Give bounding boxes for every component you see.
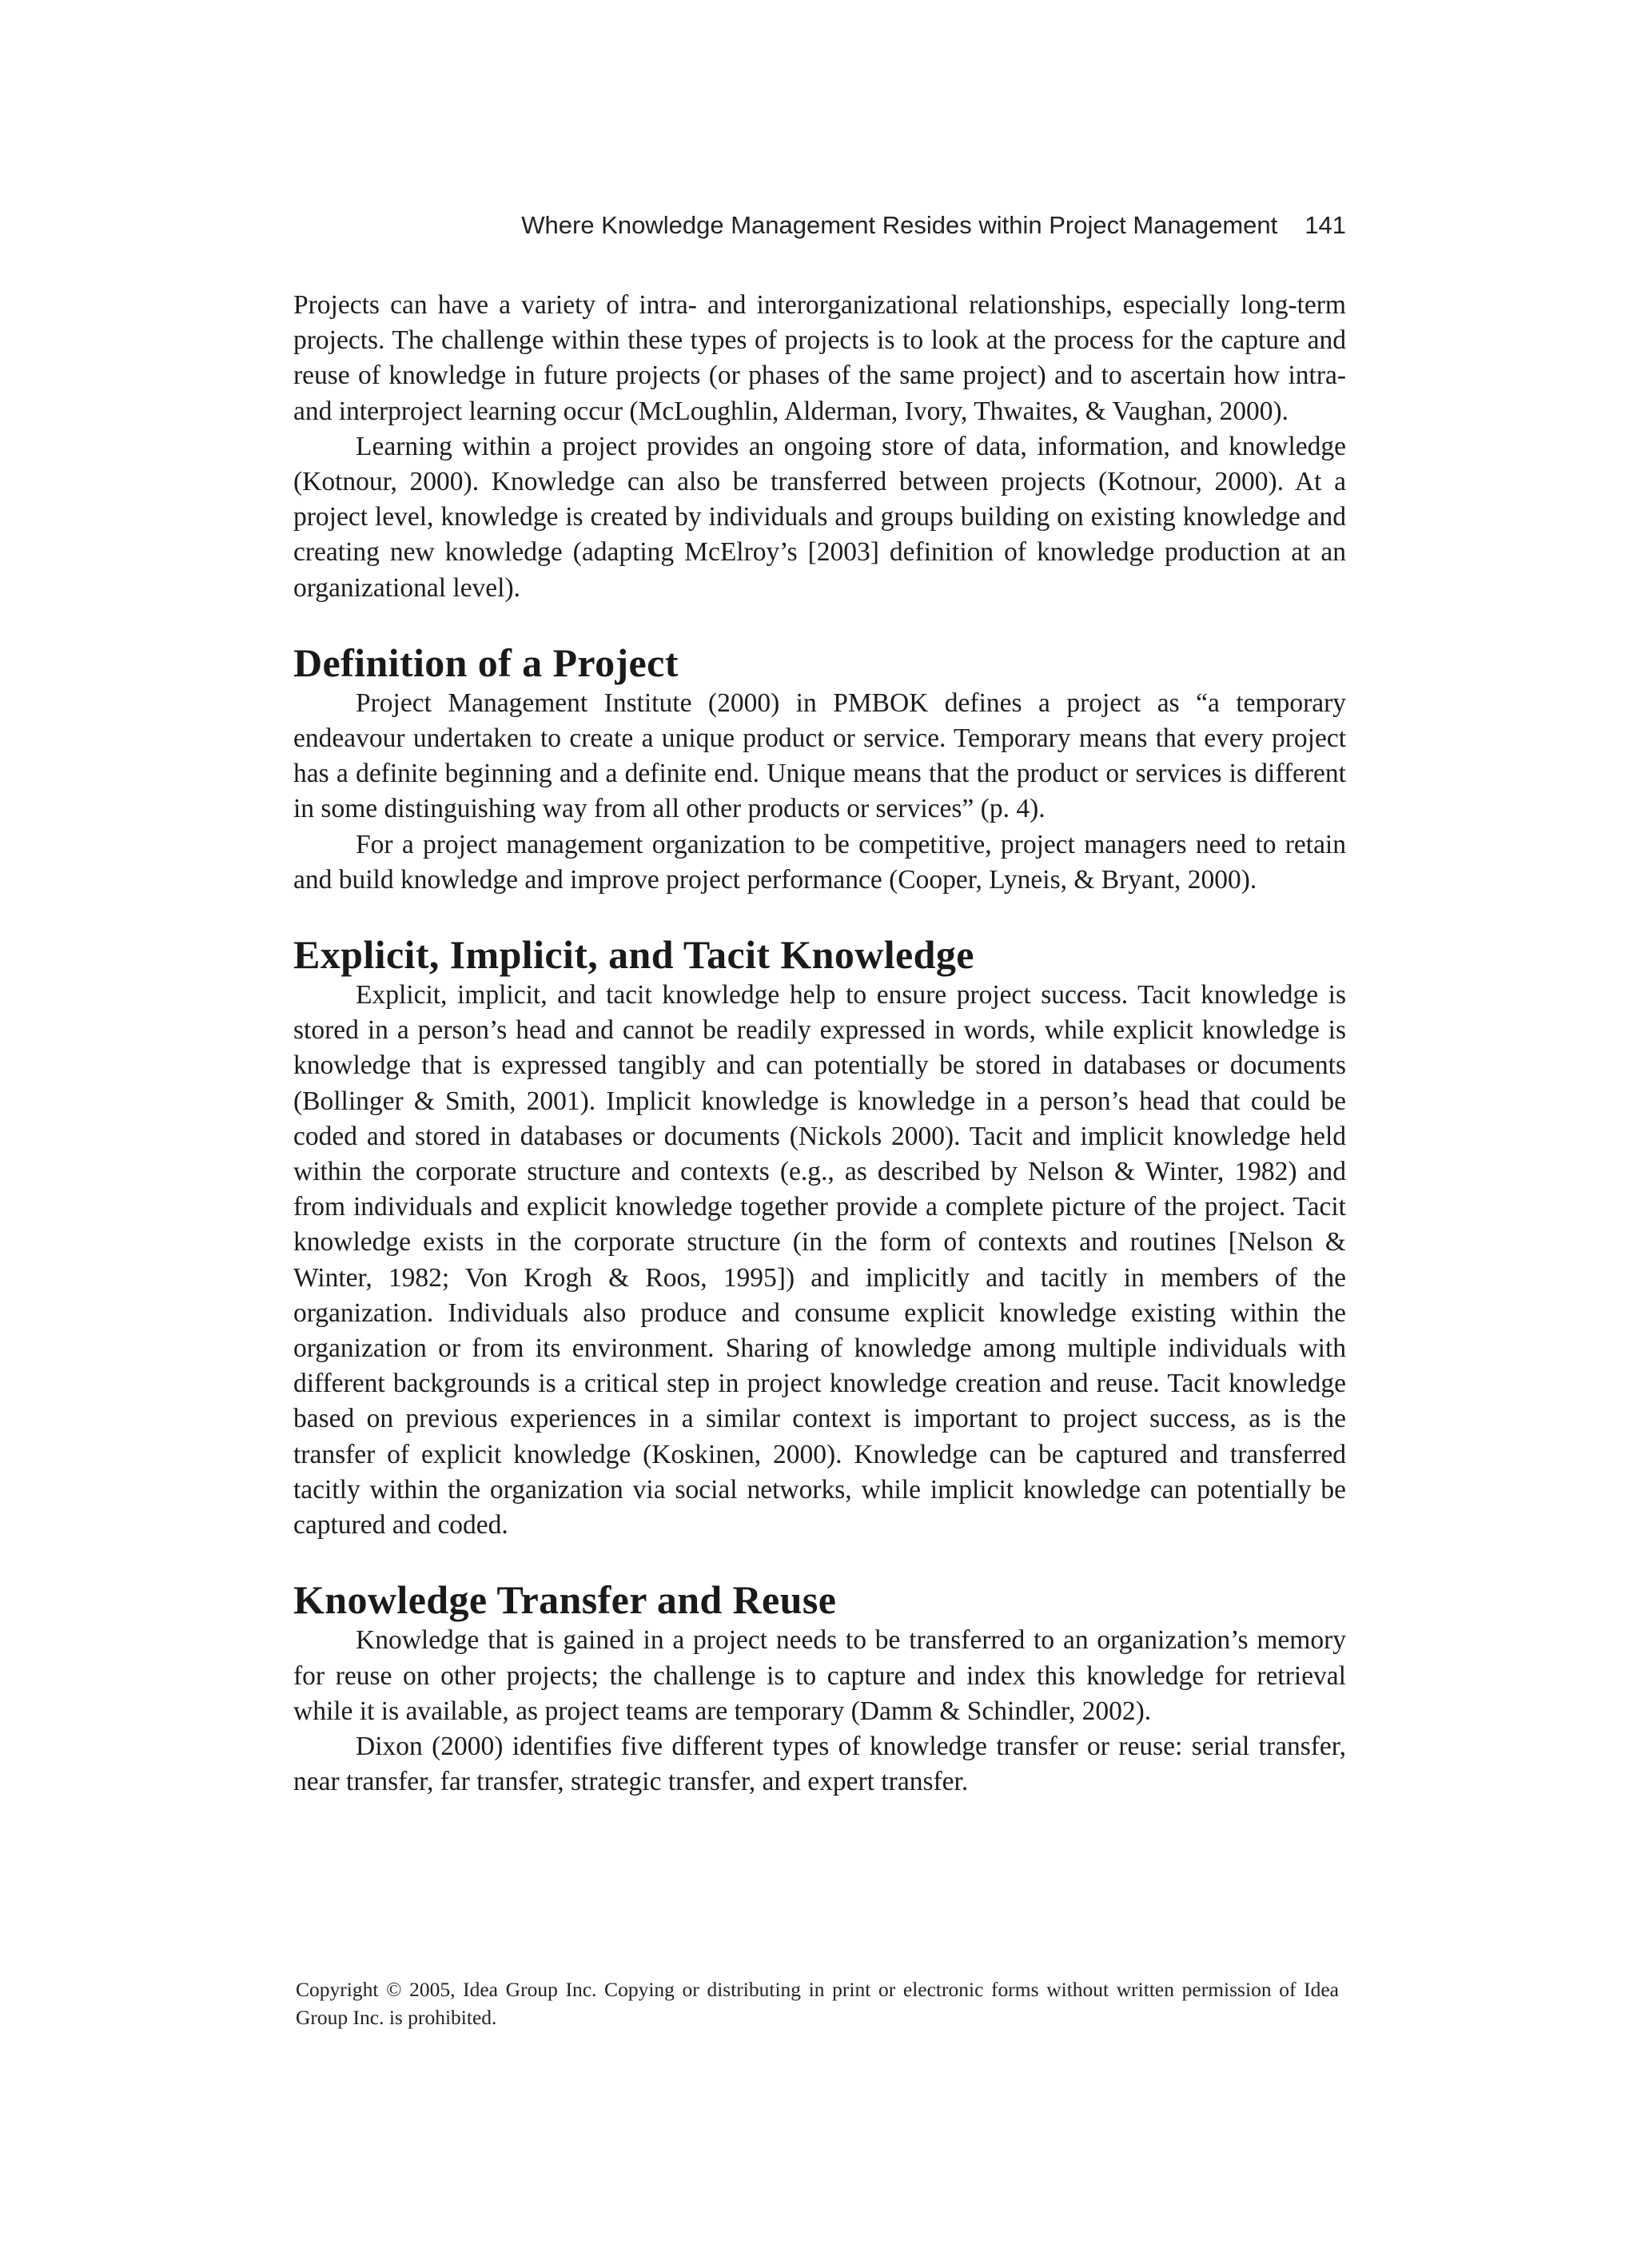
running-header (293, 209, 1346, 241)
page-body (293, 288, 1346, 1800)
section-heading-explicit: Explicit, Implicit, and Tacit Knowledge (293, 932, 974, 978)
explicit-paragraph-1: Explicit, implicit, and tacit knowledge help to ensure project success. Tacit knowledge is stored in a person’s head and cannot be readily expressed in words, while explicit knowledge is knowledge that is expressed tangibly and can potentially be stored in databases or documents (Bollinger & Smith, 2001). Implicit knowledge is knowledge in a person’s head that could be coded and stored in databases or documents (Nickols 2000). Tacit and implicit knowledge held within the corporate structure and contexts (e.g., as described by Nelson & Winter, 1982) and from individuals and explicit knowledge together provide a complete picture of the project. Tacit knowledge exists in the corporate structure (in the form of contexts and routines [Nelson & Winter, 1982; Von Krogh & Roos, 1995]) and implicitly and tacitly in members of the organization. Individuals also produce and consume explicit knowledge existing within the organization or from its environment. Sharing of knowledge among multiple individuals with different backgrounds is a critical step in project knowledge creation and reuse. Tacit knowledge based on previous experiences in a similar context is important to project success, as is the transfer of explicit knowledge (Koskinen, 2000). Knowledge can be captured and transferred tacitly within the organization via social networks, while implicit knowledge can potentially be captured and coded. (293, 980, 1346, 1541)
definition-paragraph-2: For a project management organization to be competitive, project managers need to retain and build knowledge and improve project performance (Cooper, Lyneis, & Bryant, 2000). (293, 829, 1346, 895)
intro-paragraph-2: Learning within a project provides an ongoing store of data, information, and knowledge (Kotnour, 2000). Knowledge can also be transferred between projects (Kotnour, 2000). At a project level, knowledge is created by individuals and groups building on existing knowledge and creating new knowledge (adapting McElroy’s [2003] definition of knowledge production at an organizational level). (293, 431, 1346, 603)
intro-paragraph-1: Projects can have a variety of intra- and interorganizational relationships, especially long-term projects. The challenge within these types of projects is to look at the process for the capture and reuse of knowledge in future projects (or phases of the same project) and to ascertain how intra- and interproject learning occur (McLoughlin, Alderman, Ivory, Thwaites, & Vaughan, 2000). (293, 290, 1346, 426)
transfer-paragraph-1: Knowledge that is gained in a project needs to be transferred to an organization’s memory for reuse on other projects; the challenge is to capture and index this knowledge for retrieval while it is available, as project teams are temporary (Damm & Schindler, 2002). (293, 1625, 1346, 1726)
running-title: Where Knowledge Management Resides within Project Management (521, 211, 1278, 239)
section-heading-transfer: Knowledge Transfer and Reuse (293, 1577, 837, 1623)
definition-paragraph-1: Project Management Institute (2000) in PMBOK defines a project as “a temporary endeavour undertaken to create a unique product or service. Temporary means that every project has a definite beginning and a definite end. Unique means that the product or services is different in some distinguishing way from all other products or services” (p. 4). (293, 688, 1346, 824)
page-number: 141 (1304, 211, 1346, 239)
copyright-notice: Copyright © 2005, Idea Group Inc. Copying or distributing in print or electronic forms without written permission of Idea Group Inc. is prohibited. (296, 1978, 1339, 2029)
section-heading-definition: Definition of a Project (293, 640, 679, 685)
transfer-paragraph-2: Dixon (2000) identifies five different types of knowledge transfer or reuse: serial transfer, near transfer, far transfer, strategic transfer, and expert transfer. (293, 1731, 1346, 1797)
